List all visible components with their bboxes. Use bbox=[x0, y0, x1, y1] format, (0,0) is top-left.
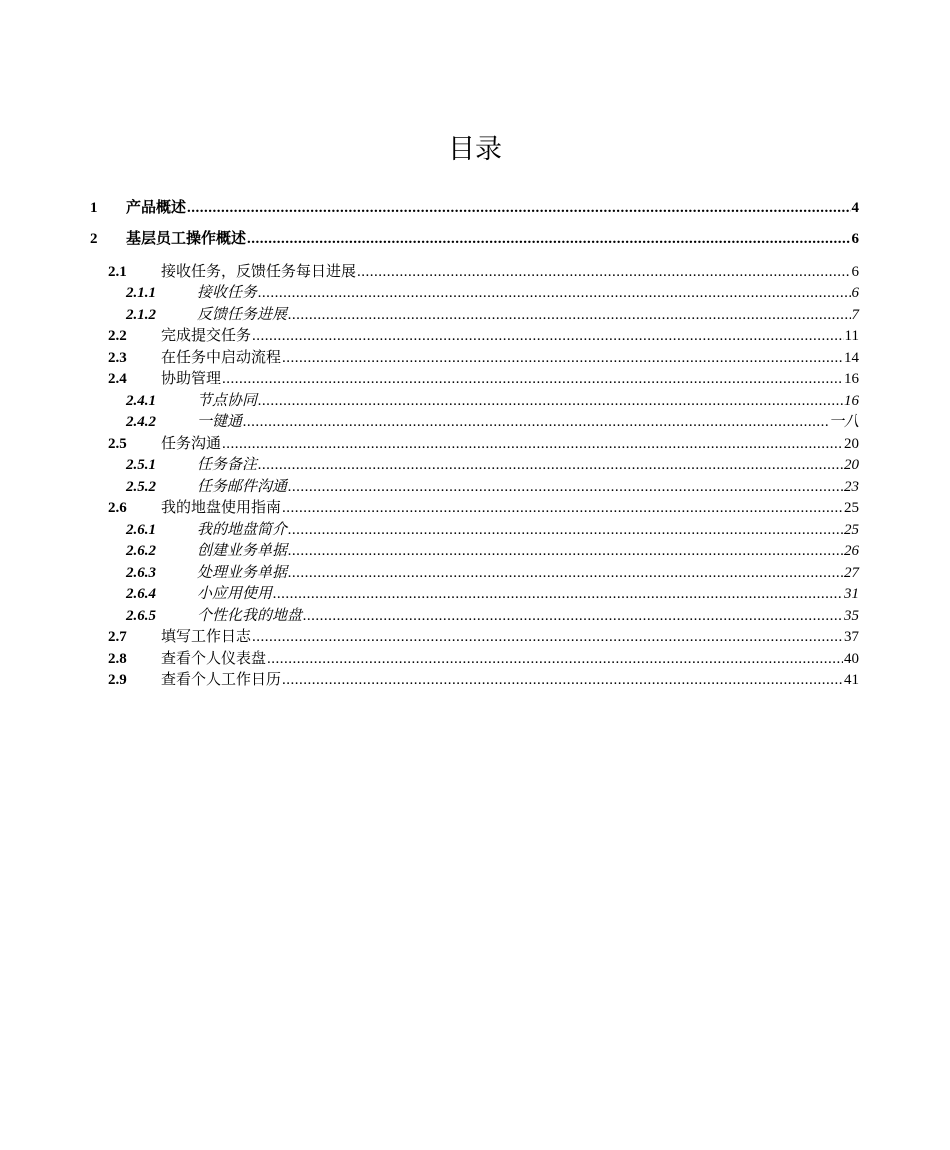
toc-dot-leader bbox=[258, 283, 850, 303]
toc-entry-2-2[interactable] bbox=[108, 326, 859, 346]
toc-entry-number: 2.5.1 bbox=[126, 457, 156, 473]
toc-entry-page: 6 bbox=[851, 231, 859, 247]
toc-entry-number: 2.1 bbox=[108, 264, 127, 280]
toc-entry-page: 35 bbox=[844, 608, 859, 624]
toc-dot-leader bbox=[187, 198, 850, 218]
toc-entry-page: 26 bbox=[844, 543, 859, 559]
toc-entry-page: 6 bbox=[851, 264, 859, 280]
toc-entry-page: 6 bbox=[851, 285, 859, 301]
toc-dot-leader bbox=[288, 563, 843, 583]
toc-entry-2-1[interactable] bbox=[108, 262, 859, 282]
toc-entry-2[interactable] bbox=[90, 229, 859, 249]
toc-entry-page: 41 bbox=[844, 672, 859, 688]
toc-entry-number: 2.6.5 bbox=[126, 608, 156, 624]
toc-entry-label: 完成提交任务 bbox=[161, 328, 252, 344]
toc-entry-2-6-3[interactable] bbox=[126, 563, 859, 583]
toc-entry-number: 2.4 bbox=[108, 371, 127, 387]
toc-dot-leader bbox=[282, 670, 843, 690]
toc-entry-label: 一键通 bbox=[197, 414, 243, 430]
toc-dot-leader bbox=[222, 434, 843, 454]
toc-entry-2-7[interactable] bbox=[108, 627, 859, 647]
toc-entry-label: 基层员工操作概述 bbox=[126, 231, 247, 247]
toc-entry-2-6-2[interactable] bbox=[126, 541, 859, 561]
toc-entry-page: 25 bbox=[844, 522, 859, 538]
toc-entry-label: 任务邮件沟通 bbox=[197, 479, 288, 495]
toc-entry-page: 16 bbox=[844, 371, 859, 387]
toc-dot-leader bbox=[252, 627, 843, 647]
toc-entry-2-6-5[interactable] bbox=[126, 606, 859, 626]
toc-entry-label: 协助管理 bbox=[161, 371, 222, 387]
toc-entry-number: 2.7 bbox=[108, 629, 127, 645]
toc-dot-leader bbox=[222, 369, 843, 389]
toc-dot-leader bbox=[252, 326, 844, 346]
toc-entry-page: 一八 bbox=[828, 414, 859, 430]
toc-title: 目录 bbox=[448, 134, 502, 165]
toc-entry-page: 31 bbox=[844, 586, 859, 602]
toc-entry-2-4[interactable] bbox=[108, 369, 859, 389]
toc-entry-label: 小应用使用 bbox=[197, 586, 273, 602]
toc-entry-label: 任务备注 bbox=[197, 457, 258, 473]
toc-entry-2-3[interactable] bbox=[108, 348, 859, 368]
toc-entry-2-4-2[interactable] bbox=[126, 412, 859, 432]
toc-entry-page: 11 bbox=[844, 328, 859, 344]
toc-entry-label: 接收任务，反馈任务每日进展 bbox=[161, 264, 357, 280]
toc-entry-2-6-4[interactable] bbox=[126, 584, 859, 604]
toc-entry-1[interactable] bbox=[90, 198, 859, 218]
toc-entry-2-1-2[interactable] bbox=[126, 305, 859, 325]
toc-entry-number: 2.6.1 bbox=[126, 522, 156, 538]
toc-dot-leader bbox=[282, 498, 843, 518]
toc-dot-leader bbox=[282, 348, 843, 368]
toc-entry-2-8[interactable] bbox=[108, 649, 859, 669]
toc-dot-leader bbox=[288, 541, 843, 561]
toc-entry-page: 4 bbox=[851, 200, 859, 216]
toc-dot-leader bbox=[273, 584, 843, 604]
toc-entry-2-6-1[interactable] bbox=[126, 520, 859, 540]
toc-entry-number: 2.6.3 bbox=[126, 565, 156, 581]
toc-entry-2-4-1[interactable] bbox=[126, 391, 859, 411]
toc-entry-2-1-1[interactable] bbox=[126, 283, 859, 303]
toc-entry-2-6[interactable] bbox=[108, 498, 859, 518]
toc-entry-number: 2.3 bbox=[108, 350, 127, 366]
toc-entry-page: 25 bbox=[844, 500, 859, 516]
toc-entry-label: 创建业务单据 bbox=[197, 543, 288, 559]
toc-entry-page: 20 bbox=[844, 436, 859, 452]
toc-entry-page: 14 bbox=[844, 350, 859, 366]
toc-dot-leader bbox=[247, 229, 850, 249]
toc-entry-number: 2.6.4 bbox=[126, 586, 156, 602]
toc-entry-number: 2.1.2 bbox=[126, 307, 156, 323]
toc-entry-label: 处理业务单据 bbox=[197, 565, 288, 581]
toc-entry-number: 2 bbox=[90, 231, 98, 247]
toc-entry-number: 2.6.2 bbox=[126, 543, 156, 559]
toc-entry-number: 2.9 bbox=[108, 672, 127, 688]
toc-entry-page: 23 bbox=[844, 479, 859, 495]
toc-entry-2-5[interactable] bbox=[108, 434, 859, 454]
toc-entry-2-5-2[interactable] bbox=[126, 477, 859, 497]
toc-entry-number: 2.5 bbox=[108, 436, 127, 452]
toc-entry-2-9[interactable] bbox=[108, 670, 859, 690]
toc-entry-label: 填写工作日志 bbox=[161, 629, 252, 645]
toc-entry-number: 1 bbox=[90, 200, 98, 216]
toc-entry-label: 任务沟通 bbox=[161, 436, 222, 452]
toc-entry-label: 我的地盘使用指南 bbox=[161, 500, 282, 516]
toc-entry-label: 我的地盘简介 bbox=[197, 522, 288, 538]
toc-dot-leader bbox=[258, 391, 843, 411]
toc-entry-number: 2.4.1 bbox=[126, 393, 156, 409]
toc-entry-label: 产品概述 bbox=[126, 200, 187, 216]
toc-entry-label: 在任务中启动流程 bbox=[161, 350, 282, 366]
toc-entry-number: 2.1.1 bbox=[126, 285, 156, 301]
toc-dot-leader bbox=[243, 412, 828, 432]
toc-dot-leader bbox=[288, 477, 843, 497]
toc-entry-label: 接收任务 bbox=[197, 285, 258, 301]
toc-entry-2-5-1[interactable] bbox=[126, 455, 859, 475]
toc-dot-leader bbox=[288, 305, 850, 325]
toc-entry-label: 反馈任务进展 bbox=[197, 307, 288, 323]
toc-entry-number: 2.5.2 bbox=[126, 479, 156, 495]
toc-dot-leader bbox=[267, 649, 843, 669]
toc-entry-label: 节点协同 bbox=[197, 393, 258, 409]
toc-entry-number: 2.4.2 bbox=[126, 414, 156, 430]
toc-dot-leader bbox=[357, 262, 850, 282]
toc-entry-label: 查看个人仪表盘 bbox=[161, 651, 267, 667]
toc-entry-page: 7 bbox=[851, 307, 859, 323]
toc-entry-page: 40 bbox=[844, 651, 859, 667]
toc-entry-number: 2.2 bbox=[108, 328, 127, 344]
toc-entry-page: 27 bbox=[844, 565, 859, 581]
toc-entry-page: 16 bbox=[844, 393, 859, 409]
toc-entry-page: 37 bbox=[844, 629, 859, 645]
toc-entry-page: 20 bbox=[844, 457, 859, 473]
toc-dot-leader bbox=[258, 455, 843, 475]
toc-entry-number: 2.8 bbox=[108, 651, 127, 667]
toc-entry-label: 个性化我的地盘 bbox=[197, 608, 303, 624]
toc-dot-leader bbox=[288, 520, 843, 540]
toc-entry-label: 查看个人工作日历 bbox=[161, 672, 282, 688]
toc-dot-leader bbox=[303, 606, 843, 626]
toc-entry-number: 2.6 bbox=[108, 500, 127, 516]
